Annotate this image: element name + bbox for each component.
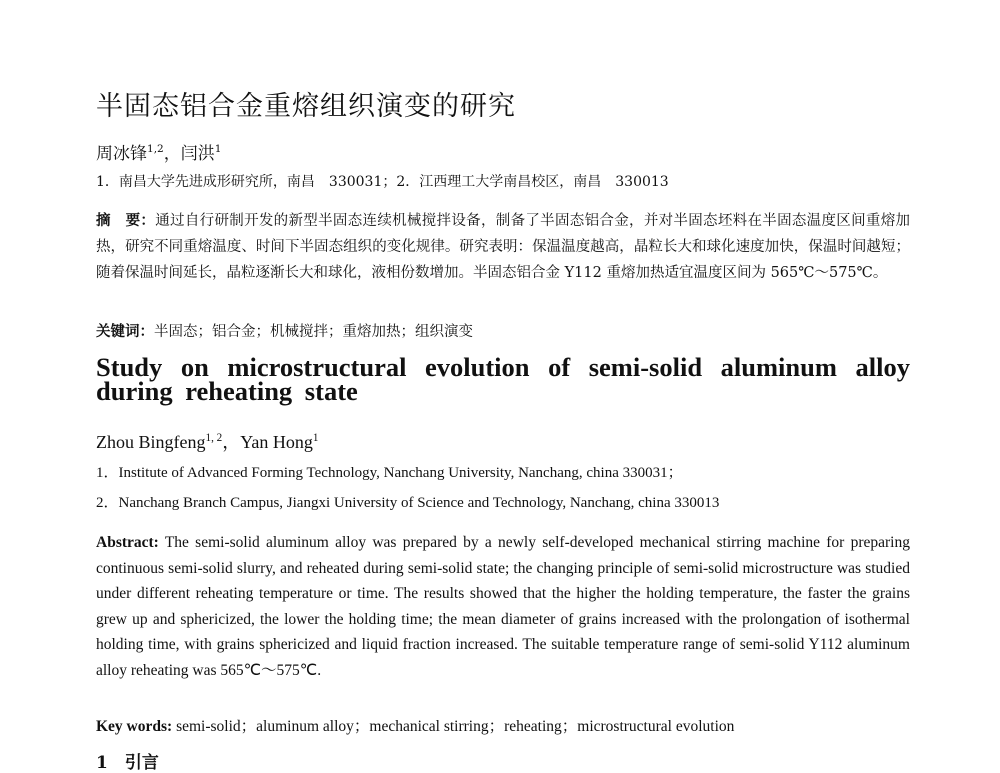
cn-author-2-affil-mark: 1 <box>214 143 222 156</box>
cn-keywords <box>96 320 910 341</box>
cn-keywords-text: 半固态；铝合金；机械搅拌；重熔加热；组织演变 <box>154 324 473 340</box>
en-author-1-affil-mark: 1, 2 <box>205 431 223 444</box>
section-title: 引言 <box>124 753 159 773</box>
en-author-1: Zhou Bingfeng <box>96 432 206 452</box>
en-keywords-text: semi-solid；aluminum alloy；mechanical stirring；reheating；microstructural evolution <box>176 718 735 735</box>
cn-author-2: 闫洪 <box>180 144 215 164</box>
en-keywords <box>96 714 910 736</box>
cn-author-line <box>96 139 910 164</box>
en-abstract <box>96 530 910 683</box>
en-author-separator: ， <box>222 432 241 452</box>
cn-author-1: 周冰锋 <box>96 144 147 164</box>
cn-author-1-affil-mark: 1,2 <box>147 143 164 156</box>
en-paper-title: Study on microstructural evolution of semi-solid aluminum alloy during reheating state <box>96 352 910 406</box>
section-heading <box>96 748 910 773</box>
en-author-line <box>96 428 910 454</box>
cn-abstract-label: 摘 要： <box>96 212 156 229</box>
cn-paper-title: 半固态铝合金重熔组织演变的研究 <box>96 91 516 122</box>
en-affiliation-2: 2．Nanchang Branch Campus, Jiangxi University of Science and Technology, Nanchang, china 330013 <box>96 495 720 511</box>
en-author-2-affil-mark: 1 <box>312 431 319 444</box>
section-number: 1 <box>96 753 108 773</box>
en-abstract-label: Abstract: <box>96 534 159 551</box>
cn-keywords-label: 关键词： <box>96 323 154 340</box>
en-keywords-label: Key words: <box>96 718 173 735</box>
en-affiliation-1: 1．Institute of Advanced Forming Technology, Nanchang University, Nanchang, china 330031； <box>96 465 683 481</box>
cn-abstract <box>96 208 910 286</box>
cn-author-separator: ， <box>163 144 181 164</box>
cn-abstract-text: 通过自行研制开发的新型半固态连续机械搅拌设备，制备了半固态铝合金，并对半固态坯料在半固态温度区间重熔加热，研究不同重熔温度、时间下半固态组织的变化规律。研究表明：保温温度越高，晶粒长大和球化速度加快，保温时间越短；随着保温时间延长，晶粒逐渐长大和球化，液相份数增加。半固态铝合金 Y112 重熔加热适宜温度区间为 565℃～575℃。 <box>96 213 911 281</box>
en-abstract-text: The semi-solid aluminum alloy was prepared by a newly self-developed mechanical stirring machine for preparing continuous semi-solid slurry, and reheated during semi-solid state; the changing principle of semi-solid microstructure was studied under different reheating temperature or time. The results showed that the higher the holding temperature, the faster the grains grew up and sphericized, the lower the holding time; the mean diameter of grains increased with the prolongation of isothermal holding time, with grains sphericized and liquid fraction increased. The suitable temperature range of semi-solid Y112 aluminum alloy reheating was 565℃～575℃. <box>96 534 910 679</box>
en-author-2: Yan Hong <box>240 432 313 452</box>
cn-affiliations: 1．南昌大学先进成形研究所，南昌 330031；2．江西理工大学南昌校区，南昌 330013 <box>96 174 669 190</box>
